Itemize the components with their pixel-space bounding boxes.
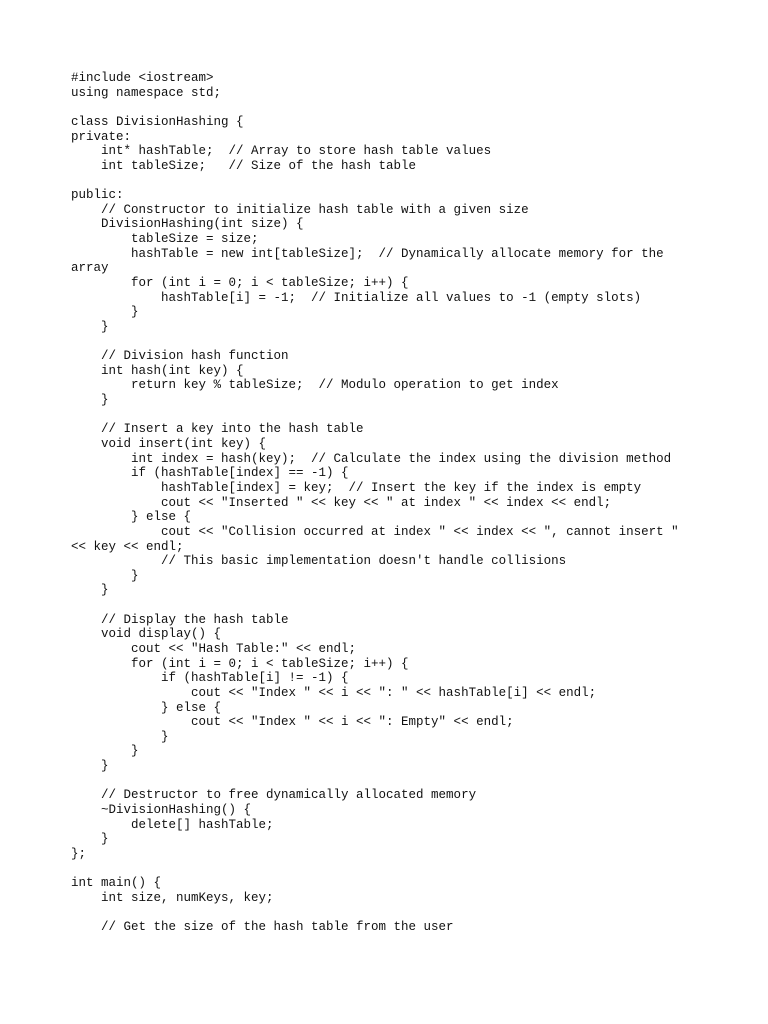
code-line: [71, 906, 711, 921]
code-line: for (int i = 0; i < tableSize; i++) {: [71, 275, 409, 290]
code-line: DivisionHashing(int size) {: [71, 217, 304, 232]
code-line: int hash(int key) {: [71, 363, 244, 378]
code-line: hashTable = new int[tableSize]; // Dynamically allocate memory for the: [71, 246, 664, 261]
code-line: // This basic implementation doesn't handle collisions: [71, 554, 567, 569]
code-line: if (hashTable[i] != -1) {: [71, 671, 349, 686]
code-line: << key << endl;: [71, 539, 184, 554]
code-line: // Insert a key into the hash table: [71, 422, 364, 437]
code-line: for (int i = 0; i < tableSize; i++) {: [71, 656, 409, 671]
code-line: hashTable[index] = key; // Insert the key if the index is empty: [71, 480, 642, 495]
code-line: } else {: [71, 510, 192, 525]
code-line: }: [71, 744, 139, 759]
code-line: hashTable[i] = -1; // Initialize all values to -1 (empty slots): [71, 290, 642, 305]
code-line: [71, 862, 711, 877]
code-line: int* hashTable; // Array to store hash table values: [71, 144, 492, 159]
code-line: [71, 100, 711, 115]
code-line: void display() {: [71, 627, 222, 642]
code-line: int index = hash(key); // Calculate the index using the division method: [71, 451, 672, 466]
code-line: } else {: [71, 700, 222, 715]
code-line: cout << "Collision occurred at index " << index << ", cannot insert ": [71, 524, 679, 539]
code-line: }: [71, 319, 109, 334]
code-line: void insert(int key) {: [71, 437, 267, 452]
code-line: [71, 408, 711, 423]
code-line: }: [71, 305, 139, 320]
code-line: // Get the size of the hash table from the user: [71, 920, 454, 935]
code-line: return key % tableSize; // Modulo operation to get index: [71, 378, 559, 393]
code-line: }: [71, 568, 139, 583]
code-line: ~DivisionHashing() {: [71, 803, 252, 818]
code-line: public:: [71, 188, 124, 203]
code-line: }: [71, 583, 109, 598]
code-line: class DivisionHashing {: [71, 114, 244, 129]
code-line: cout << "Index " << i << ": Empty" << endl;: [71, 715, 514, 730]
code-line: cout << "Index " << i << ": " << hashTable[i] << endl;: [71, 685, 597, 700]
code-line: }: [71, 729, 169, 744]
code-line: int size, numKeys, key;: [71, 890, 274, 905]
code-block: [71, 71, 711, 935]
code-line: [71, 173, 711, 188]
code-line: cout << "Hash Table:" << endl;: [71, 641, 357, 656]
code-line: [71, 774, 711, 789]
code-line: // Constructor to initialize hash table with a given size: [71, 202, 529, 217]
code-line: // Division hash function: [71, 349, 289, 364]
code-line: // Destructor to free dynamically allocated memory: [71, 788, 477, 803]
code-line: [71, 598, 711, 613]
code-line: // Display the hash table: [71, 612, 289, 627]
code-line: };: [71, 846, 87, 861]
code-line: private:: [71, 129, 132, 144]
code-line: int tableSize; // Size of the hash table: [71, 158, 417, 173]
code-line: }: [71, 759, 109, 774]
code-line: #include <iostream>: [71, 71, 214, 85]
code-line: [71, 335, 711, 350]
code-line: tableSize = size;: [71, 232, 259, 247]
code-line: int main() {: [71, 876, 162, 891]
code-line: if (hashTable[index] == -1) {: [71, 466, 349, 481]
code-line: using namespace std;: [71, 85, 222, 100]
code-line: cout << "Inserted " << key << " at index " << index << endl;: [71, 495, 612, 510]
code-line: array: [71, 261, 109, 276]
code-line: }: [71, 832, 109, 847]
code-line: delete[] hashTable;: [71, 817, 274, 832]
code-line: }: [71, 393, 109, 408]
